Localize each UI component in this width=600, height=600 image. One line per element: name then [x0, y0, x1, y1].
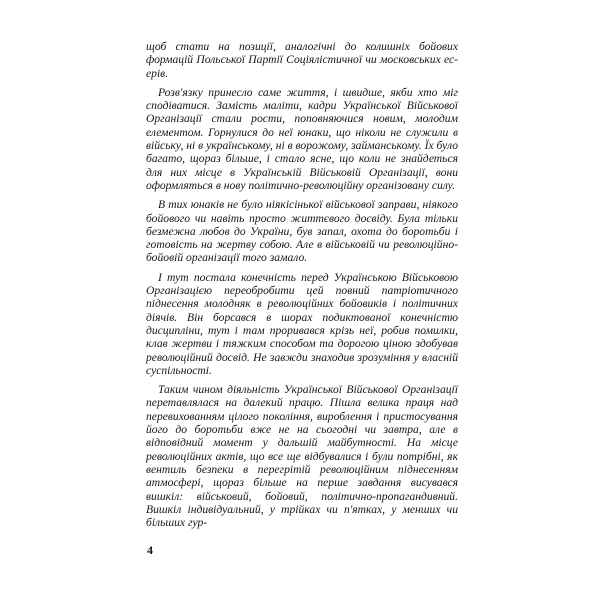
- body-text: [146, 40, 458, 535]
- paragraph: Розв'язку принесло саме життя, і швидше, якби хто міг сподіватися. Замість маліти, кадри Української Військової Організації стали рости, поповняючися новим, молодим елементом. Горнулися до неї юнаки, що ніколи не служили в війську, ні в українському, ні в ворожому, займанському. Їх було багато, щораз більше, і стало ясне, що коли не знайдеться для них місце в Українській Військовій Організації, вони оформляться в нову політично-революційну організовану силу.: [146, 85, 458, 192]
- paragraph: Таким чином діяльність Української Військової Організації перетавлялася на далекий працю. Пішла велика праця над перевихованням цілого покоління, вироблення і пристосування його до боротьби вже не на сьогодні чи завтра, але в відповідний момент у дальшій майбутності. На місце революційних актів, що все ще відбувалися і були потрібні, як вентиль безпеки в перегрітій революційним піднесенням атмосфері, щораз більше на перше завдання висувався вишкіл: військовий, бойовий, політично-пропагандивний. Вишкіл індивідуальний, у трійках чи п'ятках, у менших чи більших гур-: [146, 383, 458, 530]
- paragraph: щоб стати на позиції, аналогічні до колишніх бойових формацій Польської Партії Соціялістичної чи московських ес-ерів.: [146, 40, 458, 80]
- paragraph: І тут постала конечність перед Українською Військовою Організацією переобробити цей повний патріотичного піднесення молодняк в революційних бойовиків і політичних діячів. Він борсався в шорах подиктованої конечністю дисципліни, тут і там проривався крізь неї, робив помилки, клав жертви і тяжким способом та дорогою ціною здобував революційний досвід. Не завжди знаходив зрозуміння у власній суспільності.: [146, 270, 458, 377]
- page-number: 4: [147, 543, 153, 557]
- paragraph: В тих юнаків не було ніякісінької військової заправи, ніякого бойового чи навіть просто життєвого досвіду. Була тільки безмежна любов до України, був запал, охота до боротьби і готовість на жертву собою. Але в військовій чи революційно-бойовій організації того замало.: [146, 198, 458, 265]
